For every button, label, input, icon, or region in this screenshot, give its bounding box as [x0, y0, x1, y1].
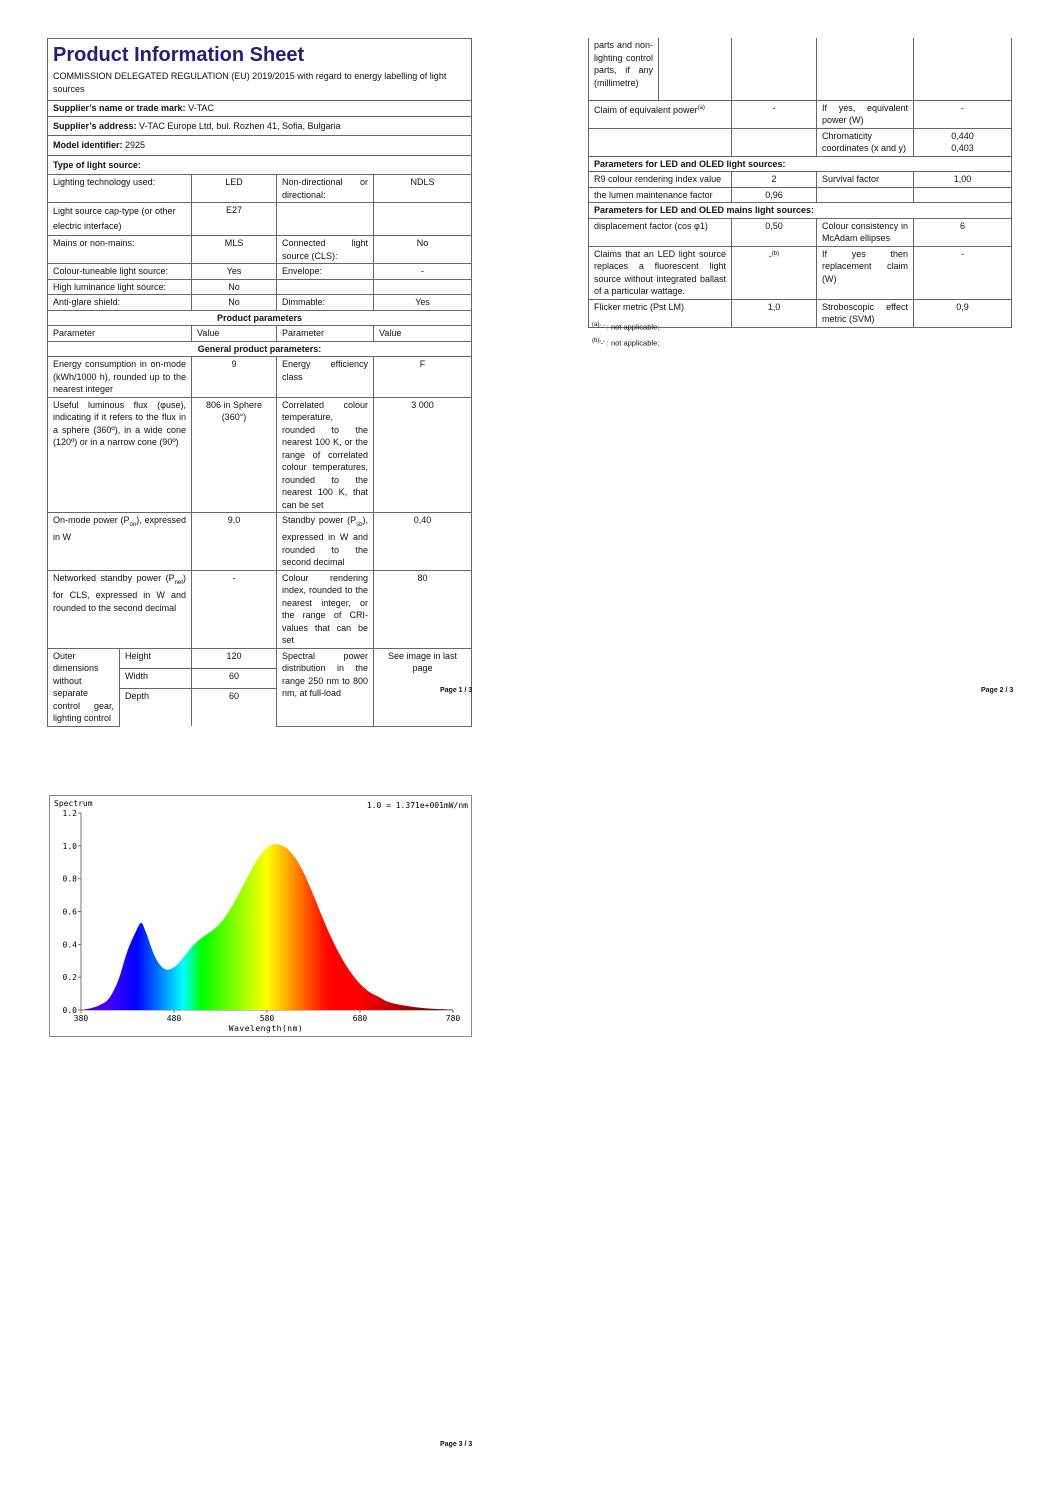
lumen-label: the lumen maintenance factor: [589, 187, 732, 203]
page-title: Product Information Sheet: [53, 44, 305, 66]
y-tick-label: 1.0: [62, 841, 77, 851]
general-params-header: General product parameters:: [48, 341, 472, 357]
spectrum-chart: [49, 795, 472, 1037]
x-tick-label: 580: [259, 1014, 275, 1023]
chroma-y: 0,403: [951, 143, 974, 153]
cls-label: Connected light source (CLS):: [277, 236, 374, 264]
equiv-value: -: [732, 100, 817, 128]
flicker-label: Flicker metric (Pst LM): [589, 299, 732, 327]
flux-value: 806 in Sphere (360°): [192, 397, 277, 513]
y-tick-label: 1.2: [62, 809, 77, 818]
cct-value: 3 000: [374, 397, 472, 513]
mains-params-header: Parameters for LED and OLED mains light sources:: [589, 203, 1012, 219]
address-label: Supplier’s address:: [53, 120, 137, 131]
tech-value: LED: [192, 175, 277, 203]
chroma-values: [914, 128, 1012, 156]
highlum-label: High luminance light source:: [48, 279, 192, 295]
strobo-label: Stroboscopic effect metric (SVM): [817, 299, 914, 327]
x-axis-label: Wavelength(nm): [228, 1024, 304, 1033]
dims-continued-label: parts and non-lighting control parts, if any (millimetre): [589, 38, 659, 100]
spd-label: Spectral power distribution in the range 250 nm to 800 nm, at full-load: [277, 648, 374, 726]
footnote-b: $^{(b)}$'-' : not applicable;: [592, 338, 660, 348]
product-info-table-p1: [47, 38, 472, 727]
disp-value: 0,50: [732, 218, 817, 246]
supplier-value: V-TAC: [188, 103, 214, 113]
dim-label: Dimmable:: [277, 295, 374, 311]
footnote-a: $^{(a)}$'-' : not applicable;: [592, 322, 660, 332]
x-tick-label: 780: [445, 1014, 461, 1023]
repl-value: -: [914, 246, 1012, 299]
page-number-1: Page 1 / 3: [440, 687, 473, 694]
height-label: Height: [120, 648, 192, 668]
height-value: 120: [192, 648, 277, 668]
mains-label: Mains or non-mains:: [48, 236, 192, 264]
product-params-header: Product parameters: [48, 310, 472, 326]
cct-label: Correlated colour temperature, rounded to the nearest 100 K, or the range of correlated colour temperatures, rounded to the nearest 100 K, that can be set: [277, 397, 374, 513]
onpower-value: 9,0: [192, 513, 277, 571]
survival-label: Survival factor: [817, 172, 914, 188]
tune-value: Yes: [192, 264, 277, 280]
col-header-value-2: Value: [374, 326, 472, 342]
equiv-if-label: If yes, equivalent power (W): [817, 100, 914, 128]
tech-label: Lighting technology used:: [48, 175, 192, 203]
led-oled-header: Parameters for LED and OLED light sources:: [589, 156, 1012, 172]
disp-label: displacement factor (cos φ1): [589, 218, 732, 246]
net-value: -: [192, 570, 277, 648]
strobo-value: 0,9: [914, 299, 1012, 327]
cri-label: Colour rendering index, rounded to the nearest integer, or the range of CRI-values that can be set: [277, 570, 374, 648]
cap-label: Light source cap-type (or other electric interface): [48, 203, 192, 236]
x-tick-label: 680: [352, 1014, 368, 1023]
claims-value: -$^{(b)}$: [732, 246, 817, 299]
cls-value: No: [374, 236, 472, 264]
chart-annotation: 1.0 = 1.371e+001mW/nm: [366, 801, 468, 810]
standby-label: Standby power $(P_{sb})$, expressed in W and rounded to the second decimal: [277, 513, 374, 571]
eclass-value: F: [374, 357, 472, 398]
env-label: Envelope:: [277, 264, 374, 280]
dims-label: Outer dimensions without separate control gear, lighting control: [48, 648, 120, 726]
regulation-text: COMMISSION DELEGATED REGULATION (EU) 2019/2015 with regard to energy labelling of light sources: [53, 71, 447, 94]
equiv-if-value: -: [914, 100, 1012, 128]
tune-label: Colour-tuneable light source:: [48, 264, 192, 280]
chroma-label: Chromaticity coordinates (x and y): [817, 128, 914, 156]
net-label: Networked standby power $(P_{net})$ for CLS, expressed in W and rounded to the second decimal: [48, 570, 192, 648]
consist-value: 6: [914, 218, 1012, 246]
width-value: 60: [192, 668, 277, 688]
chroma-x: 0,440: [951, 130, 974, 141]
energy-label: Energy consumption in on-mode (kWh/1000 h), rounded up to the nearest integer: [48, 357, 192, 398]
model-value: 2925: [125, 140, 146, 150]
spectrum-area: [81, 844, 453, 1010]
survival-value: 1,00: [914, 172, 1012, 188]
r9-value: 2: [732, 172, 817, 188]
page-1: [47, 38, 472, 727]
repl-label: If yes then replacement claim (W): [817, 246, 914, 299]
address-value: V-TAC Europe Ltd, bul. Rozhen 41, Sofia, Bulgaria: [139, 120, 341, 131]
lumen-value: 0,96: [732, 187, 817, 203]
r9-label: R9 colour rendering index value: [589, 172, 732, 188]
col-header-parameter: Parameter: [48, 326, 192, 342]
page-2: [588, 38, 1012, 328]
spd-value: See image in last page: [374, 648, 472, 726]
page-number-3: Page 3 / 3: [440, 1441, 473, 1448]
env-value: -: [374, 264, 472, 280]
col-header-parameter-2: Parameter: [277, 326, 374, 342]
spectrum-svg: [50, 796, 471, 1036]
y-tick-label: 0.2: [62, 973, 77, 983]
model-label: Model identifier:: [53, 140, 123, 150]
dim-value: Yes: [374, 295, 472, 311]
glare-label: Anti-glare shield:: [48, 295, 192, 311]
mains-value: MLS: [192, 236, 277, 264]
energy-value: 9: [192, 357, 277, 398]
flux-label: Useful luminous flux (φuse), indicating if it refers to the flux in a sphere (360º), in a wide cone (120º) or in a narrow cone (90º): [48, 397, 192, 513]
claims-label: Claims that an LED light source replaces a fluorescent light source without integrated ballast of a particular wattage.: [589, 246, 732, 299]
chart-title: Spectrum: [54, 799, 93, 808]
page-number-2: Page 2 / 3: [981, 687, 1014, 694]
supplier-label: Supplier’s name or trade mark:: [53, 103, 186, 113]
depth-label: Depth: [120, 689, 192, 727]
depth-value: 60: [192, 689, 277, 727]
flicker-value: 1,0: [732, 299, 817, 327]
y-tick-label: 0.4: [62, 940, 77, 950]
glare-value: No: [192, 295, 277, 311]
nondir-value: NDLS: [374, 175, 472, 203]
nondir-label: Non-directional or directional:: [277, 175, 374, 203]
cri-value: 80: [374, 570, 472, 648]
type-header: Type of light source:: [48, 155, 472, 175]
highlum-value: No: [192, 279, 277, 295]
y-tick-label: 0.6: [62, 907, 77, 917]
cap-value: E27: [192, 203, 277, 236]
equiv-label: Claim of equivalent power$^{(a)}$: [589, 100, 732, 128]
x-tick-label: 480: [166, 1014, 182, 1023]
consist-label: Colour consistency in McAdam ellipses: [817, 218, 914, 246]
standby-value: 0,40: [374, 513, 472, 571]
width-label: Width: [120, 668, 192, 688]
x-tick-label: 380: [73, 1014, 89, 1023]
col-header-value: Value: [192, 326, 277, 342]
onpower-label: On-mode power $(P_{on})$, expressed in W: [48, 513, 192, 571]
eclass-label: Energy efficiency class: [277, 357, 374, 398]
y-tick-label: 0.0: [62, 1006, 77, 1015]
y-tick-label: 0.8: [62, 874, 77, 884]
product-info-table-p2: [588, 38, 1012, 328]
